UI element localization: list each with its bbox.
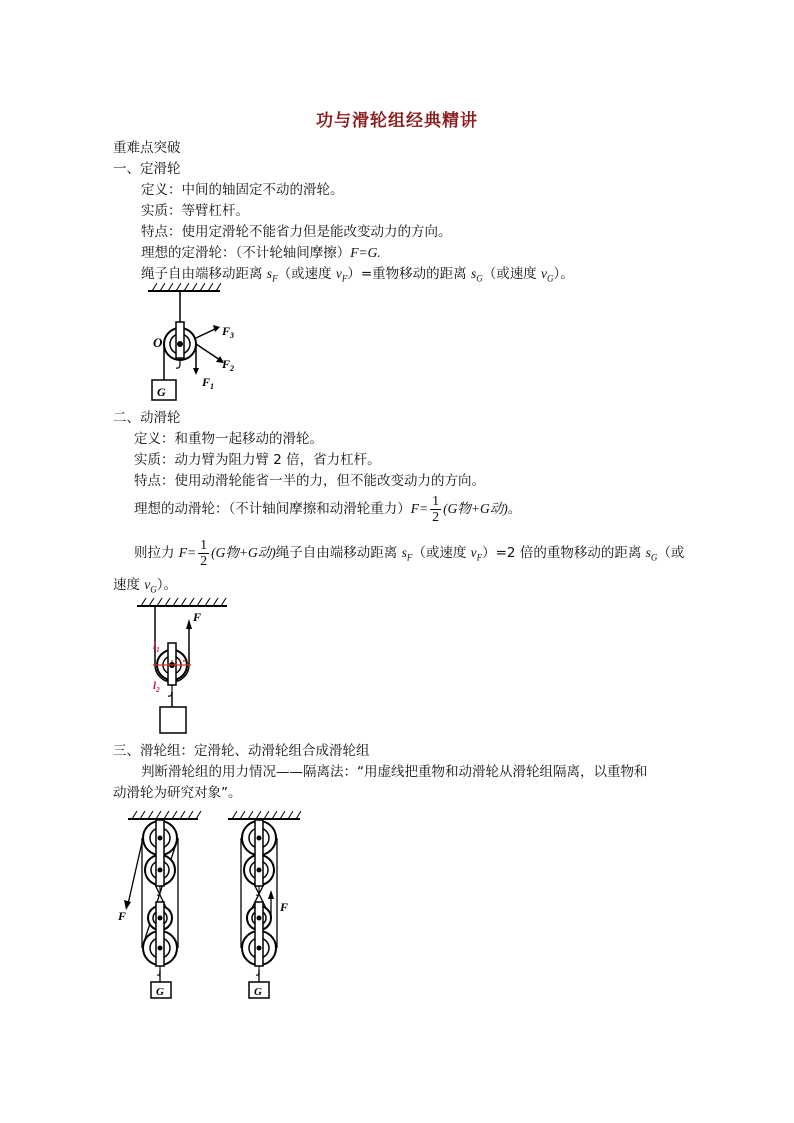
s1-feature: 特点：使用定滑轮不能省力但是能改变动力的方向。 bbox=[141, 224, 452, 240]
s1-dist-vF: v bbox=[335, 266, 342, 281]
s1-dist-vF-sub: F bbox=[341, 273, 348, 284]
s3-paragraph-line1: 判断滑轮组的用力情况——隔离法：“用虚线把重物和动滑轮从滑轮组隔离，以重物和 bbox=[141, 764, 648, 780]
s2-pull-vG: v bbox=[144, 577, 151, 592]
movable-pulley-force-label: F bbox=[193, 610, 202, 624]
fixed-pulley-weight-label: G bbox=[157, 385, 166, 399]
s2-essence: 实质：动力臂为阻力臂 2 倍，省力杠杆。 bbox=[134, 452, 381, 468]
s1-ideal bbox=[141, 243, 381, 263]
s2-pull-vF-sub: F bbox=[476, 552, 483, 563]
fixed-pulley-axis-label: O bbox=[153, 335, 163, 350]
s2-pull-line2-text: 速度 bbox=[113, 577, 145, 593]
s2-pull-prefix: 则拉力 bbox=[134, 545, 179, 561]
s2-heading: 二、动滑轮 bbox=[113, 410, 181, 426]
lever-arm-l2-label: $l_2$ bbox=[153, 680, 160, 694]
s1-dist-b: （或速度 bbox=[277, 266, 336, 282]
s2-pull-sG-sub: G bbox=[650, 552, 658, 563]
section-heading: 重难点突破 bbox=[113, 140, 181, 156]
s2-pull-rest: 绳子自由端移动距离 bbox=[275, 545, 402, 561]
fixed-pulley-figure bbox=[140, 282, 270, 404]
s1-dist-a: 绳子自由端移动距离 bbox=[141, 266, 267, 282]
s2-pull-b: （或速度 bbox=[412, 545, 471, 561]
right-system-force-label: F bbox=[280, 900, 289, 914]
right-system-weight-label: G bbox=[254, 986, 262, 998]
force-f1-label: $F_1$ bbox=[202, 375, 215, 391]
s2-pull-sG: s bbox=[645, 545, 651, 560]
s1-heading: 一、定滑轮 bbox=[113, 161, 181, 177]
page-title: 功与滑轮组经典精讲 bbox=[316, 111, 478, 131]
s1-dist-vG: v bbox=[541, 266, 548, 281]
s2-pull-vG-sub: G bbox=[150, 584, 157, 595]
one-half-fraction: $\frac{1}{2}$ bbox=[432, 493, 440, 525]
s1-dist-sF: s bbox=[266, 266, 273, 281]
s2-pull-sF: s bbox=[401, 545, 407, 560]
s2-ideal-end: 。 bbox=[507, 501, 522, 517]
s1-definition: 定义：中间的轴固定不动的滑轮。 bbox=[141, 182, 344, 198]
pulley-system-figure bbox=[112, 810, 322, 1002]
s1-dist-sF-sub: F bbox=[272, 273, 278, 284]
lever-arm-l1-label: $l_1$ bbox=[153, 640, 160, 654]
s2-ideal bbox=[134, 493, 521, 525]
s2-pull-vF: v bbox=[470, 545, 477, 560]
s1-ideal-prefix: 理想的定滑轮：（不计轮轴间摩擦） bbox=[141, 245, 351, 261]
left-system-force-label: F bbox=[118, 909, 127, 923]
s2-pull-e: ）。 bbox=[156, 577, 178, 593]
s2-ideal-F: F= bbox=[410, 501, 429, 516]
s1-ideal-formula: F=G. bbox=[350, 245, 381, 260]
s2-ideal-prefix: 理想的动滑轮：（不计轴间摩擦和动滑轮重力） bbox=[134, 501, 411, 517]
left-system-weight-label: G bbox=[156, 986, 164, 998]
s2-pull-F: F= bbox=[178, 545, 197, 560]
s1-dist-d: （或速度 bbox=[482, 266, 542, 282]
s2-pull-d: （或 bbox=[657, 545, 685, 561]
force-f3-label: $F_3$ bbox=[222, 324, 235, 340]
force-f2-label: $F_2$ bbox=[222, 357, 235, 373]
s1-dist-vG-sub: G bbox=[547, 273, 554, 284]
s2-pull-line2 bbox=[113, 575, 177, 600]
s2-definition: 定义：和重物一起移动的滑轮。 bbox=[134, 431, 323, 447]
s3-heading: 三、滑轮组：定滑轮、动滑轮组合成滑轮组 bbox=[113, 743, 370, 759]
s2-feature: 特点：使用动滑轮能省一半的力，但不能改变动力的方向。 bbox=[134, 473, 485, 489]
s2-pull-c: ）=2 倍的重物移动的距离 bbox=[482, 545, 646, 561]
s2-pull bbox=[134, 537, 684, 574]
s1-dist-e: ）。 bbox=[553, 266, 574, 282]
s1-dist-c: ）=重物移动的距离 bbox=[347, 266, 471, 282]
s1-dist-sG-sub: G bbox=[476, 273, 483, 284]
s1-essence: 实质：等臂杠杆。 bbox=[141, 203, 249, 219]
s2-ideal-paren: (G物+G动) bbox=[443, 501, 508, 516]
s2-pull-paren: (G物+G动) bbox=[211, 545, 276, 560]
one-half-fraction: $\frac{1}{2}$ bbox=[200, 537, 208, 569]
movable-pulley-figure bbox=[133, 597, 243, 739]
s2-pull-sF-sub: F bbox=[406, 552, 413, 563]
s3-paragraph-line2: 动滑轮为研究对象”。 bbox=[113, 785, 242, 801]
s1-dist-sG: s bbox=[470, 266, 477, 281]
